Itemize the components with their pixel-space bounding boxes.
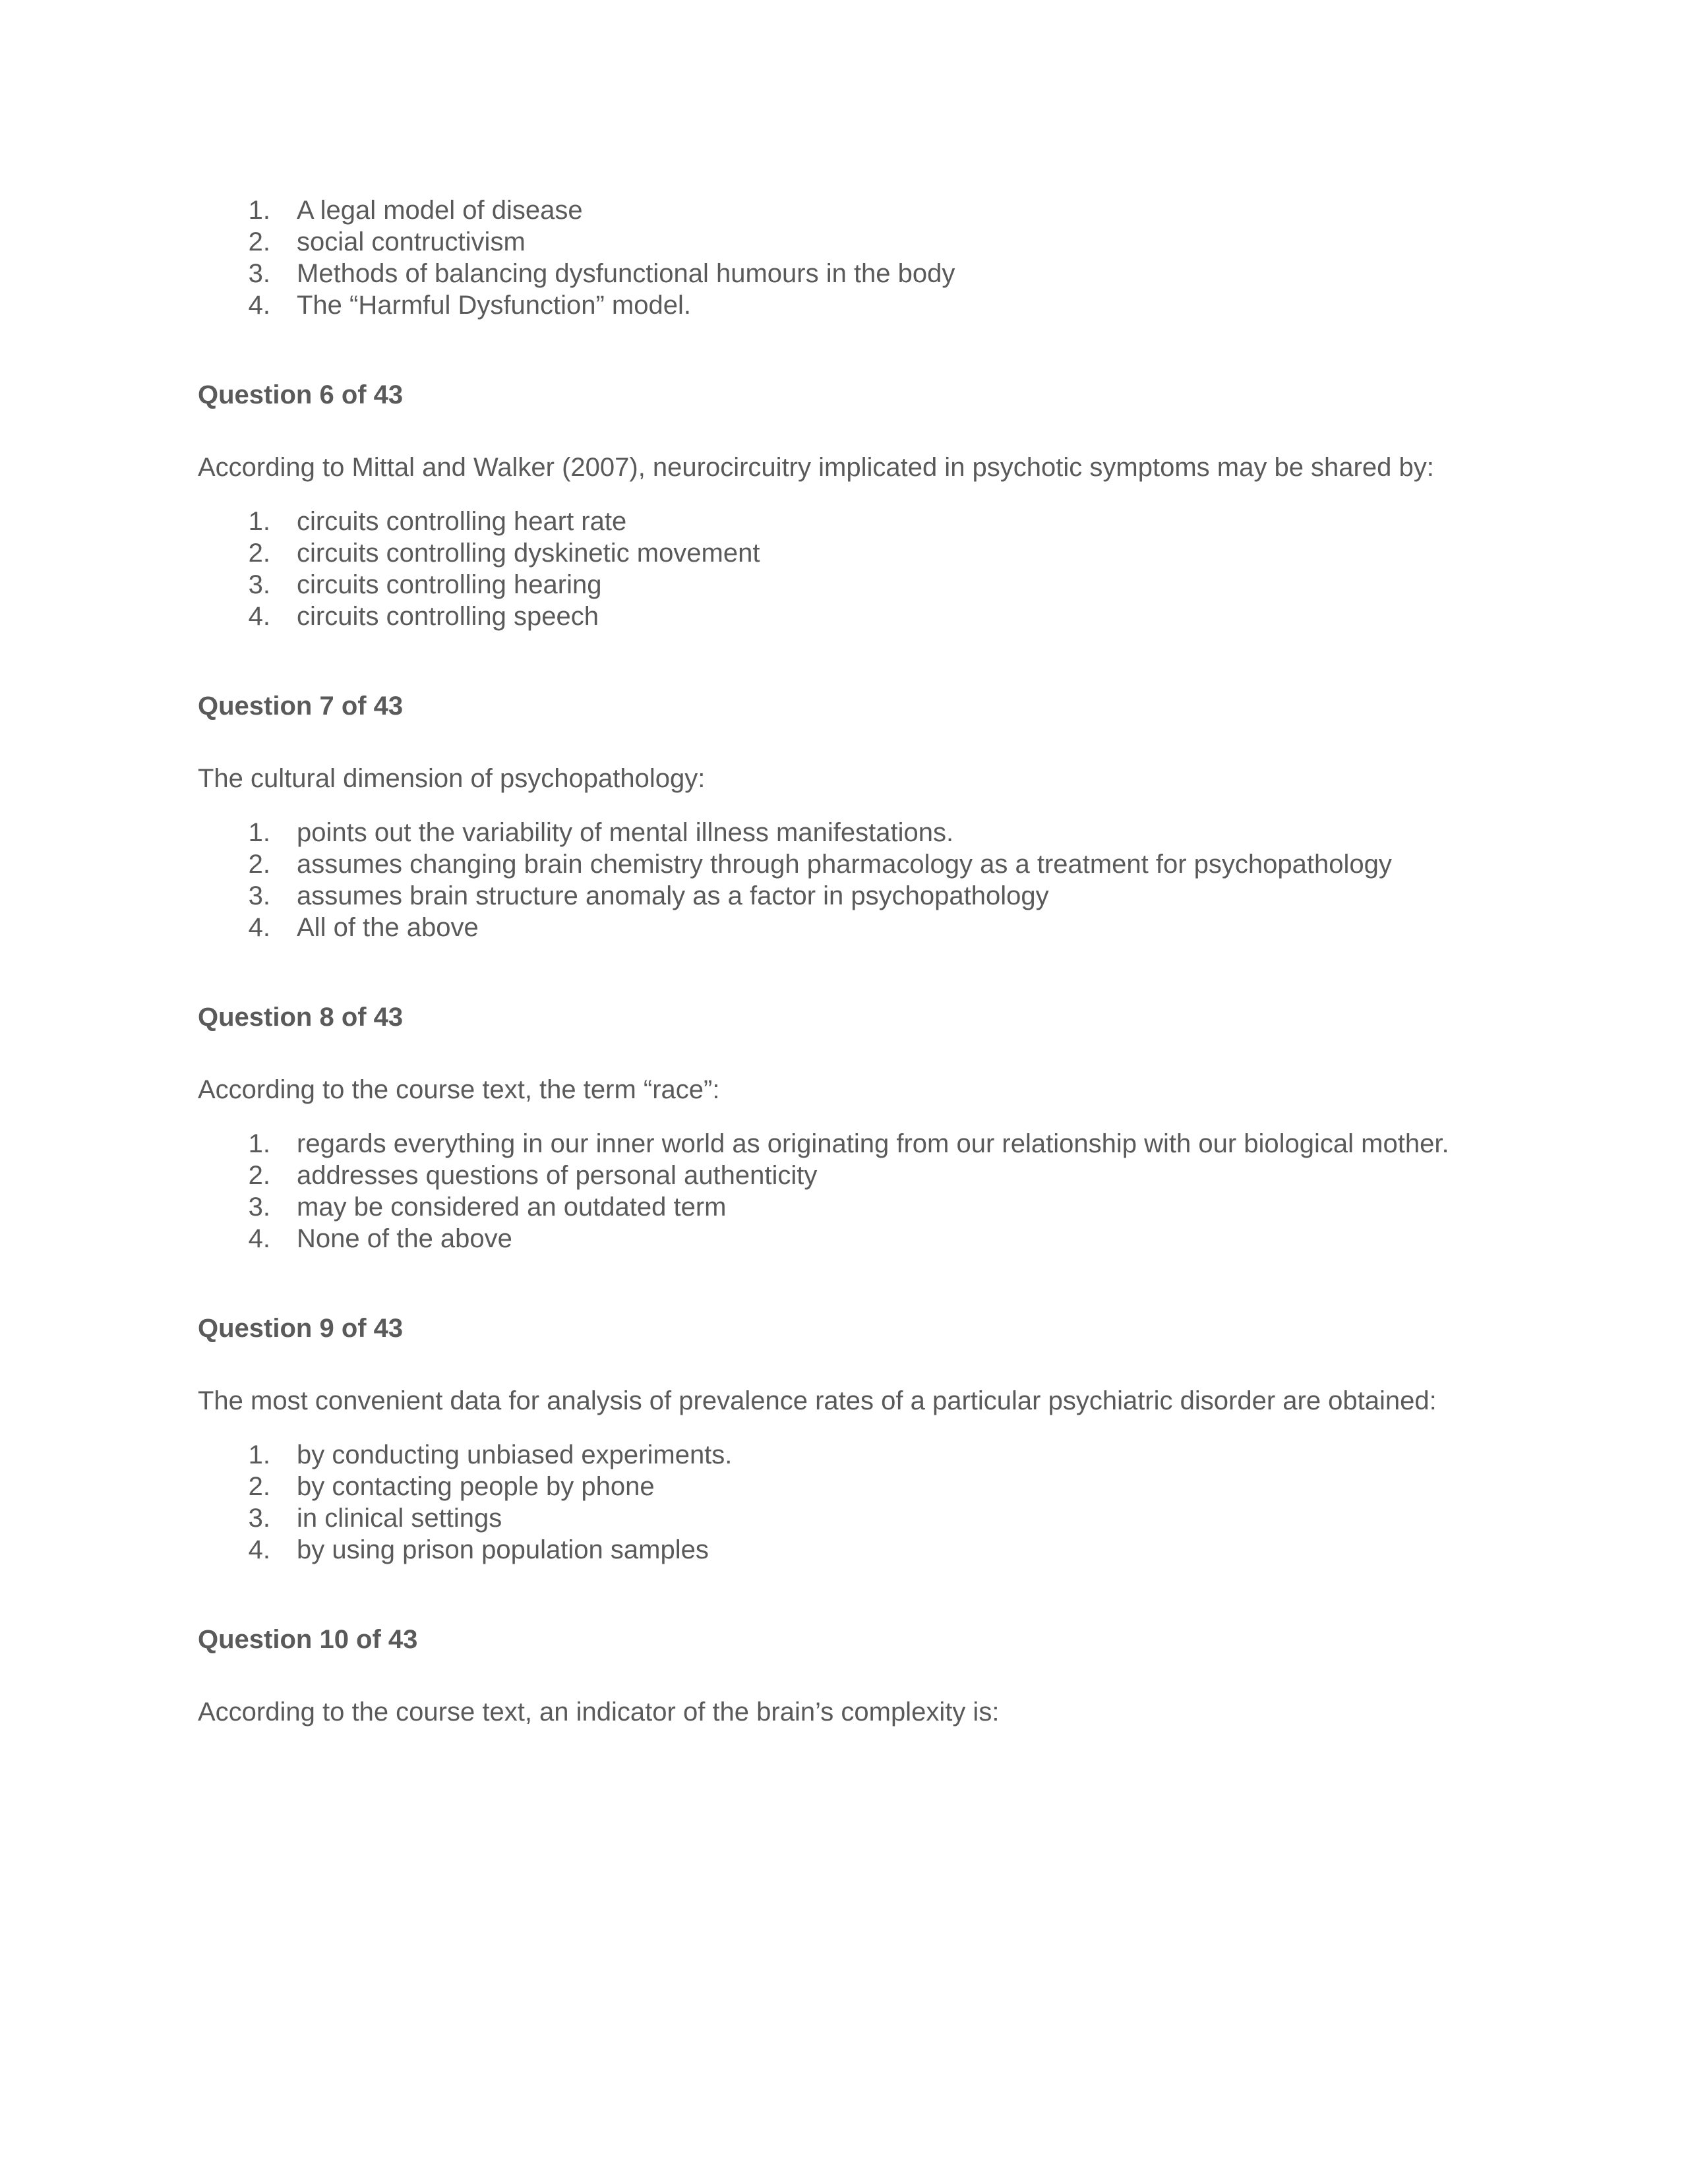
question-options [198,1439,1517,1566]
option-number: 3. [248,881,270,910]
question-text: According to the course text, an indicator of the brain’s complexity is: [198,1697,1000,1727]
option-item [198,1160,1576,1191]
option-text: regards everything in our inner world as originating from our relationship with our biological mother. [297,1129,1449,1158]
option-number: 4. [248,1224,270,1253]
option-text: The “Harmful Dysfunction” model. [297,291,691,320]
option-item [198,289,1576,321]
option-item [198,258,1576,289]
option-text: social contructivism [297,227,526,256]
option-text: by contacting people by phone [297,1472,655,1501]
option-item [198,1534,1576,1566]
option-text: by conducting unbiased experiments. [297,1440,733,1469]
option-item [198,1223,1576,1254]
question-title: Question 6 of 43 [198,380,404,409]
option-number: 2. [248,227,270,256]
question-text: The most convenient data for analysis of prevalence rates of a particular psychiatric disorder are obtained: [198,1386,1437,1415]
option-number: 2. [248,850,270,879]
option-number: 4. [248,291,270,320]
option-item [198,1502,1576,1534]
option-item [198,506,1576,537]
option-number: 2. [248,539,270,568]
option-text: All of the above [297,913,479,942]
option-text: circuits controlling hearing [297,570,602,599]
option-number: 2. [248,1161,270,1190]
option-number: 1. [248,507,270,536]
option-text: addresses questions of personal authenticity [297,1161,818,1190]
question-5-options [198,194,1517,321]
option-text: circuits controlling heart rate [297,507,627,536]
option-text: by using prison population samples [297,1535,709,1564]
option-item [198,880,1576,912]
option-item [198,1439,1576,1471]
option-number: 4. [248,602,270,631]
question-options [198,506,1517,632]
option-text: Methods of balancing dysfunctional humours in the body [297,259,955,288]
option-number: 1. [248,1129,270,1158]
question-title: Question 7 of 43 [198,692,404,721]
option-text: A legal model of disease [297,196,583,225]
option-item [198,912,1576,943]
question-text: According to the course text, the term “race”: [198,1075,720,1104]
option-text: points out the variability of mental illness manifestations. [297,818,954,847]
option-item [198,601,1576,632]
question-options [198,1128,1517,1254]
option-item [198,817,1576,848]
document-page [198,194,1517,1750]
option-item [198,226,1576,258]
question-text: The cultural dimension of psychopathology: [198,764,706,793]
option-number: 3. [248,1504,270,1533]
option-text: circuits controlling dyskinetic movement [297,539,760,568]
option-text: in clinical settings [297,1504,502,1533]
option-text: None of the above [297,1224,512,1253]
option-number: 1. [248,196,270,225]
question-options [198,817,1517,943]
option-number: 3. [248,1193,270,1222]
option-number: 4. [248,1535,270,1564]
option-number: 1. [248,1440,270,1469]
question-text: According to Mittal and Walker (2007), neurocircuitry implicated in psychotic symptoms may be shared by: [198,453,1434,482]
option-item [198,569,1576,601]
option-item [198,1471,1576,1502]
option-text: assumes changing brain chemistry through pharmacology as a treatment for psychopathology [297,850,1392,879]
option-item [198,1191,1576,1223]
question-title: Question 8 of 43 [198,1003,404,1032]
option-number: 3. [248,570,270,599]
option-number: 3. [248,259,270,288]
option-item [198,194,1576,226]
option-text: assumes brain structure anomaly as a factor in psychopathology [297,881,1049,910]
option-item [198,537,1576,569]
question-title: Question 10 of 43 [198,1625,418,1654]
option-text: may be considered an outdated term [297,1193,727,1222]
option-item [198,1128,1576,1160]
question-title: Question 9 of 43 [198,1314,404,1343]
option-item [198,848,1576,880]
option-number: 1. [248,818,270,847]
option-number: 4. [248,913,270,942]
option-number: 2. [248,1472,270,1501]
option-text: circuits controlling speech [297,602,599,631]
